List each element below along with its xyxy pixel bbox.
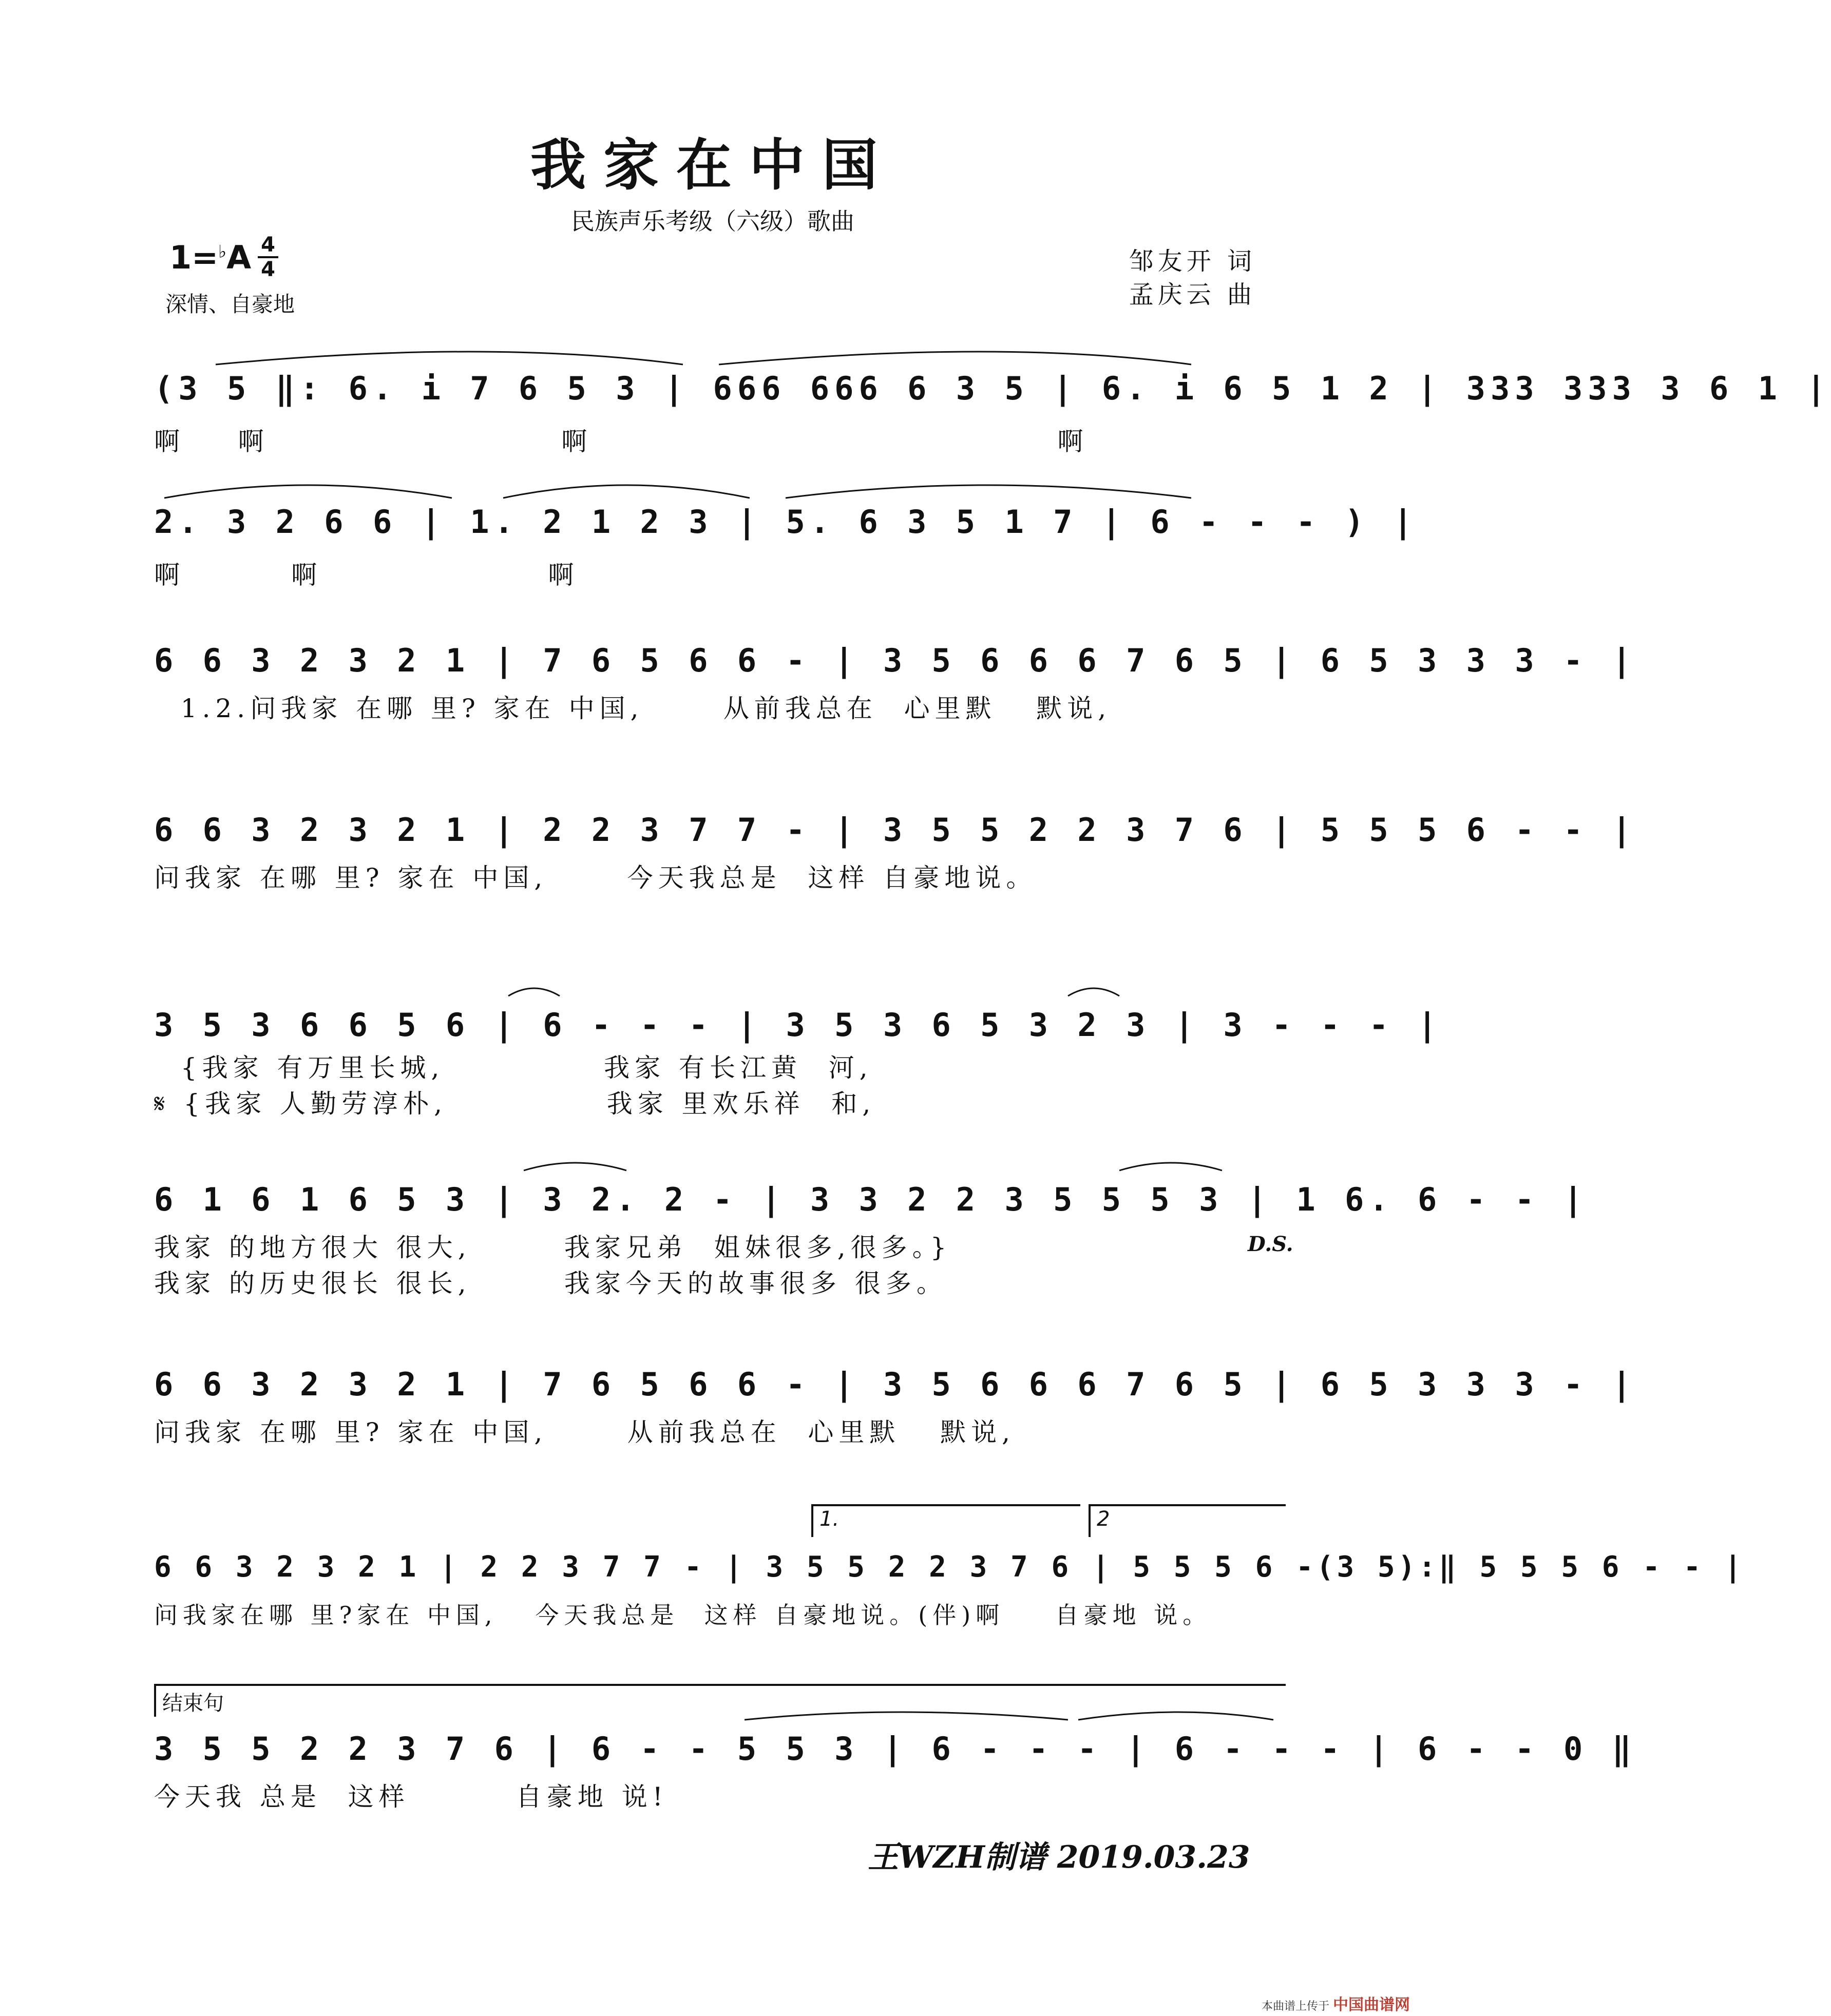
second-ending-bracket (1089, 1504, 1286, 1537)
notation: 6 6 3 2 3 2 1 | 2 2 3 7 7 - | 3 5 5 2 2 3 7 6 | 5 5 5 6 - - | (154, 811, 1636, 849)
notation: 3 5 3 6 6 5 6 | 6 - - - | 3 5 3 6 5 3 2 3 | 3 - - - | (154, 1006, 1442, 1044)
site-logo[interactable]: 中国曲谱网 (1333, 1996, 1410, 2014)
score-line-7 (154, 1335, 1636, 1453)
composer-credit: 孟庆云 曲 (1129, 280, 1256, 309)
notation: 2. 3 2 6 6 | 1. 2 1 2 3 | 5. 6 3 5 1 7 | 6 - - - ) | (154, 503, 1418, 541)
lyrics: 问我家 在哪 里? 家在 中国, 今天我总是 这样 自豪地说。 (154, 863, 1037, 893)
song-subtitle: 民族声乐考级（六级）歌曲 (571, 207, 854, 235)
coda-label: 结束句 (162, 1692, 224, 1715)
lyrics-verse-1: {我家 有万里长城, 我家 有长江黄 河, (154, 1053, 873, 1083)
score-line-1 (154, 339, 1831, 457)
flat-sign: ♭ (218, 241, 227, 262)
notation: (3 5 ‖: 6. i 7 6 5 3 | 666 666 6 3 5 | 6. i 6 5 1 2 | 333 333 3 6 1 | (154, 370, 1831, 407)
score-line-2 (154, 472, 1418, 590)
arranger-signature: 王WZH制谱 2019.03.23 (868, 1839, 1250, 1875)
notation: 3 5 5 2 2 3 7 6 | 6 - - 5 5 3 | 6 - - - | 6 - - - | 6 - - 0 ‖ (154, 1730, 1636, 1768)
song-title: 我家在中国 (530, 133, 895, 198)
lyricist-credit: 邹友开 词 (1129, 247, 1256, 276)
key-signature (169, 239, 251, 276)
first-ending-bracket (811, 1504, 1080, 1537)
key-note: A (226, 239, 252, 276)
lyrics: 问我家 在哪 里? 家在 中国, 从前我总在 心里默 默说, (154, 1417, 1015, 1447)
lyrics: 问我家在哪 里?家在 中国, 今天我总是 这样 自豪地说。(伴)啊 自豪地 说。 (154, 1601, 1212, 1629)
score-line-3 (154, 611, 1636, 729)
lyrics: 今天我 总是 这样 自豪地 说! (154, 1782, 668, 1812)
score-line-8 (154, 1504, 1745, 1629)
lyrics-verse-1: 我家 的地方很大 很大, 我家兄弟 姐妹很多,很多。} (154, 1233, 952, 1262)
notation: 6 6 3 2 3 2 1 | 7 6 5 6 6 - | 3 5 6 6 6 7 6 5 | 6 5 3 3 3 - | (154, 642, 1636, 679)
volta-2-label: 2 (1097, 1507, 1110, 1531)
score-line-4 (154, 780, 1636, 898)
time-signature (257, 234, 279, 281)
notation: 6 6 3 2 3 2 1 | 7 6 5 6 6 - | 3 5 6 6 6 7 6 5 | 6 5 3 3 3 - | (154, 1366, 1636, 1403)
lyrics: 啊 啊 啊 (154, 560, 579, 590)
score-line-9 (154, 1684, 1636, 1812)
key-prefix: 1= (169, 239, 219, 276)
notation: 6 1 6 1 6 5 3 | 3 2. 2 - | 3 3 2 2 3 5 5 5 3 | 1 6. 6 - - | (154, 1181, 1588, 1218)
score-line-6 (154, 1150, 1588, 1298)
notation: 6 6 3 2 3 2 1 | 2 2 3 7 7 - | 3 5 5 2 2 3 7 6 | 5 5 5 6 -(3 5):‖ 5 5 5 6 - - | (154, 1550, 1745, 1584)
dal-segno-mark: D.S. (1248, 1232, 1293, 1256)
lyrics: 1.2.问我家 在哪 里? 家在 中国, 从前我总在 心里默 默说, (154, 694, 1112, 723)
site-footer[interactable] (1262, 1992, 1410, 2014)
lyrics: 啊 啊 啊 啊 (154, 427, 1089, 456)
tempo-marking: 深情、自豪地 (165, 292, 295, 317)
score-line-5 (154, 975, 1442, 1119)
volta-1-label: 1. (819, 1507, 840, 1531)
footer-text: 本曲谱上传于 (1261, 2000, 1329, 2013)
time-bottom: 4 (261, 258, 275, 281)
time-top: 4 (261, 233, 275, 257)
lyrics-verse-2: 我家 的历史很长 很长, 我家今天的故事很多 很多。 (154, 1269, 947, 1298)
lyrics-verse-2: 𝄋 {我家 人勤劳淳朴, 我家 里欢乐祥 和, (154, 1089, 876, 1119)
